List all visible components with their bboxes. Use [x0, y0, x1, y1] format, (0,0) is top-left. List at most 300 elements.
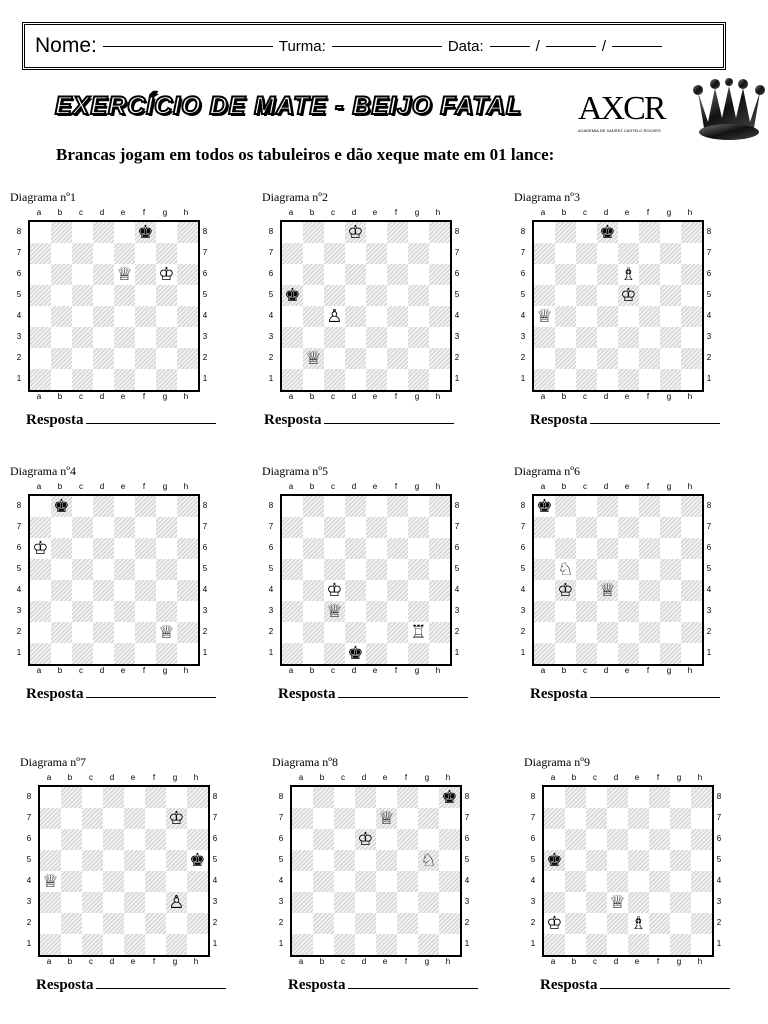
- square-a8[interactable]: [30, 496, 51, 517]
- square-a2[interactable]: [544, 913, 565, 934]
- square-a4[interactable]: [30, 580, 51, 601]
- square-c8[interactable]: [586, 787, 607, 808]
- square-e8[interactable]: [114, 222, 135, 243]
- square-a4[interactable]: [534, 580, 555, 601]
- square-h1[interactable]: [681, 369, 702, 390]
- square-b8[interactable]: [51, 496, 72, 517]
- square-c8[interactable]: [576, 496, 597, 517]
- square-a5[interactable]: [40, 850, 61, 871]
- square-d1[interactable]: [93, 643, 114, 664]
- square-g2[interactable]: [408, 348, 429, 369]
- square-c8[interactable]: [324, 222, 345, 243]
- square-d7[interactable]: [355, 808, 376, 829]
- square-f7[interactable]: [145, 808, 166, 829]
- square-a6[interactable]: [292, 829, 313, 850]
- square-e6[interactable]: [124, 829, 145, 850]
- square-a1[interactable]: [30, 643, 51, 664]
- square-b6[interactable]: [555, 264, 576, 285]
- square-c3[interactable]: [334, 892, 355, 913]
- square-b3[interactable]: [51, 601, 72, 622]
- answer-field[interactable]: [288, 977, 478, 994]
- date-day-field[interactable]: [490, 45, 530, 47]
- square-f5[interactable]: [639, 285, 660, 306]
- square-g4[interactable]: [408, 306, 429, 327]
- square-f2[interactable]: [639, 348, 660, 369]
- square-h8[interactable]: [177, 222, 198, 243]
- square-b8[interactable]: [61, 787, 82, 808]
- square-g5[interactable]: [670, 850, 691, 871]
- square-g6[interactable]: [408, 264, 429, 285]
- square-a7[interactable]: [282, 517, 303, 538]
- square-b7[interactable]: [555, 243, 576, 264]
- square-h7[interactable]: [691, 808, 712, 829]
- square-e2[interactable]: [124, 913, 145, 934]
- square-g1[interactable]: [660, 643, 681, 664]
- square-h4[interactable]: [187, 871, 208, 892]
- square-f4[interactable]: [145, 871, 166, 892]
- square-b4[interactable]: [555, 580, 576, 601]
- square-g2[interactable]: [408, 622, 429, 643]
- square-d7[interactable]: [93, 517, 114, 538]
- square-g8[interactable]: [166, 787, 187, 808]
- square-a2[interactable]: [30, 348, 51, 369]
- square-a3[interactable]: [544, 892, 565, 913]
- square-f2[interactable]: [145, 913, 166, 934]
- square-b6[interactable]: [61, 829, 82, 850]
- square-a1[interactable]: [534, 369, 555, 390]
- square-g6[interactable]: [166, 829, 187, 850]
- square-h4[interactable]: [681, 306, 702, 327]
- square-g5[interactable]: [660, 559, 681, 580]
- square-a4[interactable]: [282, 580, 303, 601]
- square-e4[interactable]: [124, 871, 145, 892]
- square-e6[interactable]: [366, 538, 387, 559]
- square-h2[interactable]: [187, 913, 208, 934]
- answer-line[interactable]: [86, 423, 216, 424]
- square-d4[interactable]: [103, 871, 124, 892]
- square-g2[interactable]: [156, 622, 177, 643]
- square-d4[interactable]: [93, 580, 114, 601]
- square-g5[interactable]: [166, 850, 187, 871]
- square-h7[interactable]: [439, 808, 460, 829]
- square-e8[interactable]: [628, 787, 649, 808]
- square-h8[interactable]: [429, 496, 450, 517]
- square-a5[interactable]: [534, 285, 555, 306]
- square-c1[interactable]: [334, 934, 355, 955]
- square-b1[interactable]: [313, 934, 334, 955]
- square-b3[interactable]: [555, 601, 576, 622]
- square-g7[interactable]: [166, 808, 187, 829]
- square-b3[interactable]: [555, 327, 576, 348]
- square-e2[interactable]: [366, 622, 387, 643]
- square-f7[interactable]: [649, 808, 670, 829]
- square-h4[interactable]: [439, 871, 460, 892]
- square-b1[interactable]: [555, 369, 576, 390]
- square-e5[interactable]: [124, 850, 145, 871]
- square-g8[interactable]: [670, 787, 691, 808]
- square-h3[interactable]: [187, 892, 208, 913]
- square-a5[interactable]: [30, 559, 51, 580]
- square-d3[interactable]: [355, 892, 376, 913]
- square-b1[interactable]: [51, 643, 72, 664]
- square-h6[interactable]: [681, 264, 702, 285]
- square-c8[interactable]: [324, 496, 345, 517]
- square-h3[interactable]: [177, 327, 198, 348]
- answer-field[interactable]: [530, 412, 720, 429]
- square-d3[interactable]: [345, 601, 366, 622]
- square-e6[interactable]: [114, 264, 135, 285]
- square-c7[interactable]: [72, 517, 93, 538]
- square-b2[interactable]: [51, 348, 72, 369]
- square-a6[interactable]: [282, 264, 303, 285]
- square-h7[interactable]: [429, 243, 450, 264]
- square-d8[interactable]: [345, 222, 366, 243]
- square-f7[interactable]: [387, 243, 408, 264]
- square-f2[interactable]: [387, 348, 408, 369]
- square-h4[interactable]: [429, 580, 450, 601]
- square-g3[interactable]: [156, 601, 177, 622]
- square-g7[interactable]: [660, 517, 681, 538]
- square-a7[interactable]: [534, 243, 555, 264]
- square-b5[interactable]: [313, 850, 334, 871]
- square-c4[interactable]: [324, 306, 345, 327]
- square-e5[interactable]: [366, 285, 387, 306]
- square-h5[interactable]: [681, 285, 702, 306]
- square-h4[interactable]: [177, 306, 198, 327]
- square-h2[interactable]: [429, 348, 450, 369]
- square-g1[interactable]: [670, 934, 691, 955]
- square-e8[interactable]: [618, 222, 639, 243]
- square-c3[interactable]: [324, 601, 345, 622]
- square-d6[interactable]: [93, 538, 114, 559]
- square-a8[interactable]: [40, 787, 61, 808]
- square-h8[interactable]: [177, 496, 198, 517]
- square-c7[interactable]: [324, 243, 345, 264]
- square-h6[interactable]: [187, 829, 208, 850]
- square-b8[interactable]: [555, 496, 576, 517]
- square-e6[interactable]: [114, 538, 135, 559]
- square-b1[interactable]: [555, 643, 576, 664]
- square-a6[interactable]: [534, 264, 555, 285]
- square-d7[interactable]: [597, 517, 618, 538]
- square-c7[interactable]: [586, 808, 607, 829]
- square-f4[interactable]: [135, 306, 156, 327]
- square-f3[interactable]: [397, 892, 418, 913]
- square-f8[interactable]: [639, 496, 660, 517]
- square-a2[interactable]: [534, 622, 555, 643]
- square-g5[interactable]: [408, 559, 429, 580]
- square-e7[interactable]: [124, 808, 145, 829]
- square-g3[interactable]: [408, 327, 429, 348]
- square-b6[interactable]: [51, 264, 72, 285]
- square-c6[interactable]: [576, 264, 597, 285]
- square-d1[interactable]: [597, 643, 618, 664]
- square-h6[interactable]: [439, 829, 460, 850]
- square-h6[interactable]: [177, 538, 198, 559]
- square-c4[interactable]: [576, 580, 597, 601]
- square-c2[interactable]: [576, 622, 597, 643]
- square-e1[interactable]: [114, 369, 135, 390]
- square-a7[interactable]: [534, 517, 555, 538]
- square-h4[interactable]: [681, 580, 702, 601]
- square-d2[interactable]: [103, 913, 124, 934]
- square-e7[interactable]: [114, 243, 135, 264]
- square-g1[interactable]: [408, 643, 429, 664]
- square-b4[interactable]: [51, 306, 72, 327]
- square-h3[interactable]: [429, 327, 450, 348]
- square-f1[interactable]: [387, 643, 408, 664]
- square-b1[interactable]: [303, 643, 324, 664]
- square-a3[interactable]: [282, 327, 303, 348]
- square-e7[interactable]: [366, 517, 387, 538]
- square-d6[interactable]: [103, 829, 124, 850]
- answer-line[interactable]: [600, 988, 730, 989]
- square-e2[interactable]: [618, 622, 639, 643]
- square-f1[interactable]: [649, 934, 670, 955]
- square-b2[interactable]: [555, 348, 576, 369]
- square-c1[interactable]: [72, 643, 93, 664]
- square-d4[interactable]: [93, 306, 114, 327]
- square-a3[interactable]: [30, 327, 51, 348]
- square-d7[interactable]: [607, 808, 628, 829]
- square-g5[interactable]: [660, 285, 681, 306]
- square-h7[interactable]: [177, 517, 198, 538]
- square-b4[interactable]: [303, 306, 324, 327]
- square-a2[interactable]: [40, 913, 61, 934]
- square-b4[interactable]: [303, 580, 324, 601]
- square-c3[interactable]: [576, 327, 597, 348]
- square-f7[interactable]: [639, 243, 660, 264]
- square-g7[interactable]: [156, 517, 177, 538]
- square-a7[interactable]: [292, 808, 313, 829]
- square-h5[interactable]: [429, 559, 450, 580]
- square-f6[interactable]: [649, 829, 670, 850]
- square-f2[interactable]: [135, 348, 156, 369]
- date-year-field[interactable]: [612, 45, 662, 47]
- square-d1[interactable]: [607, 934, 628, 955]
- square-g6[interactable]: [156, 538, 177, 559]
- square-a6[interactable]: [30, 264, 51, 285]
- square-b7[interactable]: [303, 243, 324, 264]
- square-e4[interactable]: [114, 580, 135, 601]
- square-c7[interactable]: [576, 517, 597, 538]
- square-h3[interactable]: [681, 601, 702, 622]
- square-b6[interactable]: [303, 538, 324, 559]
- square-e1[interactable]: [628, 934, 649, 955]
- square-h5[interactable]: [439, 850, 460, 871]
- square-f4[interactable]: [387, 580, 408, 601]
- square-c4[interactable]: [82, 871, 103, 892]
- square-b5[interactable]: [303, 559, 324, 580]
- square-c3[interactable]: [82, 892, 103, 913]
- square-g2[interactable]: [166, 913, 187, 934]
- square-h6[interactable]: [177, 264, 198, 285]
- square-h8[interactable]: [691, 787, 712, 808]
- square-h2[interactable]: [681, 348, 702, 369]
- square-b5[interactable]: [565, 850, 586, 871]
- square-c4[interactable]: [586, 871, 607, 892]
- square-f3[interactable]: [135, 601, 156, 622]
- square-c5[interactable]: [72, 559, 93, 580]
- square-a8[interactable]: [534, 496, 555, 517]
- square-g1[interactable]: [156, 643, 177, 664]
- square-e8[interactable]: [376, 787, 397, 808]
- square-d2[interactable]: [607, 913, 628, 934]
- square-d2[interactable]: [597, 622, 618, 643]
- square-g8[interactable]: [660, 222, 681, 243]
- square-e1[interactable]: [366, 643, 387, 664]
- square-h6[interactable]: [681, 538, 702, 559]
- square-b6[interactable]: [565, 829, 586, 850]
- square-h6[interactable]: [429, 538, 450, 559]
- square-c1[interactable]: [324, 369, 345, 390]
- square-g6[interactable]: [670, 829, 691, 850]
- square-b8[interactable]: [51, 222, 72, 243]
- square-g5[interactable]: [156, 559, 177, 580]
- square-e5[interactable]: [376, 850, 397, 871]
- square-c7[interactable]: [576, 243, 597, 264]
- square-e7[interactable]: [366, 243, 387, 264]
- square-a3[interactable]: [534, 327, 555, 348]
- square-f7[interactable]: [397, 808, 418, 829]
- square-a5[interactable]: [282, 285, 303, 306]
- square-d5[interactable]: [597, 559, 618, 580]
- square-g8[interactable]: [408, 496, 429, 517]
- square-c8[interactable]: [72, 222, 93, 243]
- square-h1[interactable]: [691, 934, 712, 955]
- square-d3[interactable]: [93, 601, 114, 622]
- square-g8[interactable]: [156, 496, 177, 517]
- square-e4[interactable]: [114, 306, 135, 327]
- square-e3[interactable]: [366, 327, 387, 348]
- square-b2[interactable]: [303, 622, 324, 643]
- square-a8[interactable]: [292, 787, 313, 808]
- square-c5[interactable]: [576, 559, 597, 580]
- square-c1[interactable]: [324, 643, 345, 664]
- square-c6[interactable]: [576, 538, 597, 559]
- square-a3[interactable]: [40, 892, 61, 913]
- square-c2[interactable]: [72, 622, 93, 643]
- square-b8[interactable]: [303, 496, 324, 517]
- square-e4[interactable]: [628, 871, 649, 892]
- square-e4[interactable]: [366, 306, 387, 327]
- square-g4[interactable]: [670, 871, 691, 892]
- square-e3[interactable]: [618, 601, 639, 622]
- square-c7[interactable]: [324, 517, 345, 538]
- square-h6[interactable]: [691, 829, 712, 850]
- square-e8[interactable]: [618, 496, 639, 517]
- square-e2[interactable]: [366, 348, 387, 369]
- square-c3[interactable]: [576, 601, 597, 622]
- square-a8[interactable]: [534, 222, 555, 243]
- square-c7[interactable]: [72, 243, 93, 264]
- square-c5[interactable]: [576, 285, 597, 306]
- square-c4[interactable]: [334, 871, 355, 892]
- square-c1[interactable]: [586, 934, 607, 955]
- square-a6[interactable]: [40, 829, 61, 850]
- square-a1[interactable]: [544, 934, 565, 955]
- square-a8[interactable]: [282, 496, 303, 517]
- square-c6[interactable]: [72, 264, 93, 285]
- square-c7[interactable]: [82, 808, 103, 829]
- square-f5[interactable]: [639, 559, 660, 580]
- square-d1[interactable]: [355, 934, 376, 955]
- square-b1[interactable]: [565, 934, 586, 955]
- square-h1[interactable]: [177, 369, 198, 390]
- square-d1[interactable]: [345, 369, 366, 390]
- square-d4[interactable]: [355, 871, 376, 892]
- square-d4[interactable]: [607, 871, 628, 892]
- square-e5[interactable]: [366, 559, 387, 580]
- square-b2[interactable]: [313, 913, 334, 934]
- square-g8[interactable]: [408, 222, 429, 243]
- square-a5[interactable]: [534, 559, 555, 580]
- square-h1[interactable]: [187, 934, 208, 955]
- square-e6[interactable]: [628, 829, 649, 850]
- square-c7[interactable]: [334, 808, 355, 829]
- square-b4[interactable]: [61, 871, 82, 892]
- square-b1[interactable]: [303, 369, 324, 390]
- square-h1[interactable]: [681, 643, 702, 664]
- answer-line[interactable]: [348, 988, 478, 989]
- square-b3[interactable]: [565, 892, 586, 913]
- square-b6[interactable]: [555, 538, 576, 559]
- square-a3[interactable]: [534, 601, 555, 622]
- answer-line[interactable]: [590, 697, 720, 698]
- square-h4[interactable]: [177, 580, 198, 601]
- square-d3[interactable]: [103, 892, 124, 913]
- square-d2[interactable]: [355, 913, 376, 934]
- square-e3[interactable]: [114, 327, 135, 348]
- square-a3[interactable]: [30, 601, 51, 622]
- square-g7[interactable]: [408, 517, 429, 538]
- square-a2[interactable]: [282, 348, 303, 369]
- square-a2[interactable]: [30, 622, 51, 643]
- square-e4[interactable]: [618, 306, 639, 327]
- square-f3[interactable]: [639, 601, 660, 622]
- square-h7[interactable]: [177, 243, 198, 264]
- square-e2[interactable]: [114, 348, 135, 369]
- square-e7[interactable]: [376, 808, 397, 829]
- square-f6[interactable]: [135, 264, 156, 285]
- square-g3[interactable]: [670, 892, 691, 913]
- square-f2[interactable]: [649, 913, 670, 934]
- square-a6[interactable]: [534, 538, 555, 559]
- square-f3[interactable]: [387, 327, 408, 348]
- square-a2[interactable]: [292, 913, 313, 934]
- answer-field[interactable]: [530, 686, 720, 703]
- square-c4[interactable]: [72, 580, 93, 601]
- square-a5[interactable]: [282, 559, 303, 580]
- square-h2[interactable]: [177, 622, 198, 643]
- square-a1[interactable]: [40, 934, 61, 955]
- square-c4[interactable]: [576, 306, 597, 327]
- square-e1[interactable]: [618, 369, 639, 390]
- square-d8[interactable]: [355, 787, 376, 808]
- square-a4[interactable]: [40, 871, 61, 892]
- square-e2[interactable]: [618, 348, 639, 369]
- square-f6[interactable]: [135, 538, 156, 559]
- square-g5[interactable]: [418, 850, 439, 871]
- square-e7[interactable]: [114, 517, 135, 538]
- square-b7[interactable]: [555, 517, 576, 538]
- square-b2[interactable]: [303, 348, 324, 369]
- square-g2[interactable]: [418, 913, 439, 934]
- square-f1[interactable]: [639, 369, 660, 390]
- square-h8[interactable]: [439, 787, 460, 808]
- square-c8[interactable]: [72, 496, 93, 517]
- square-d6[interactable]: [93, 264, 114, 285]
